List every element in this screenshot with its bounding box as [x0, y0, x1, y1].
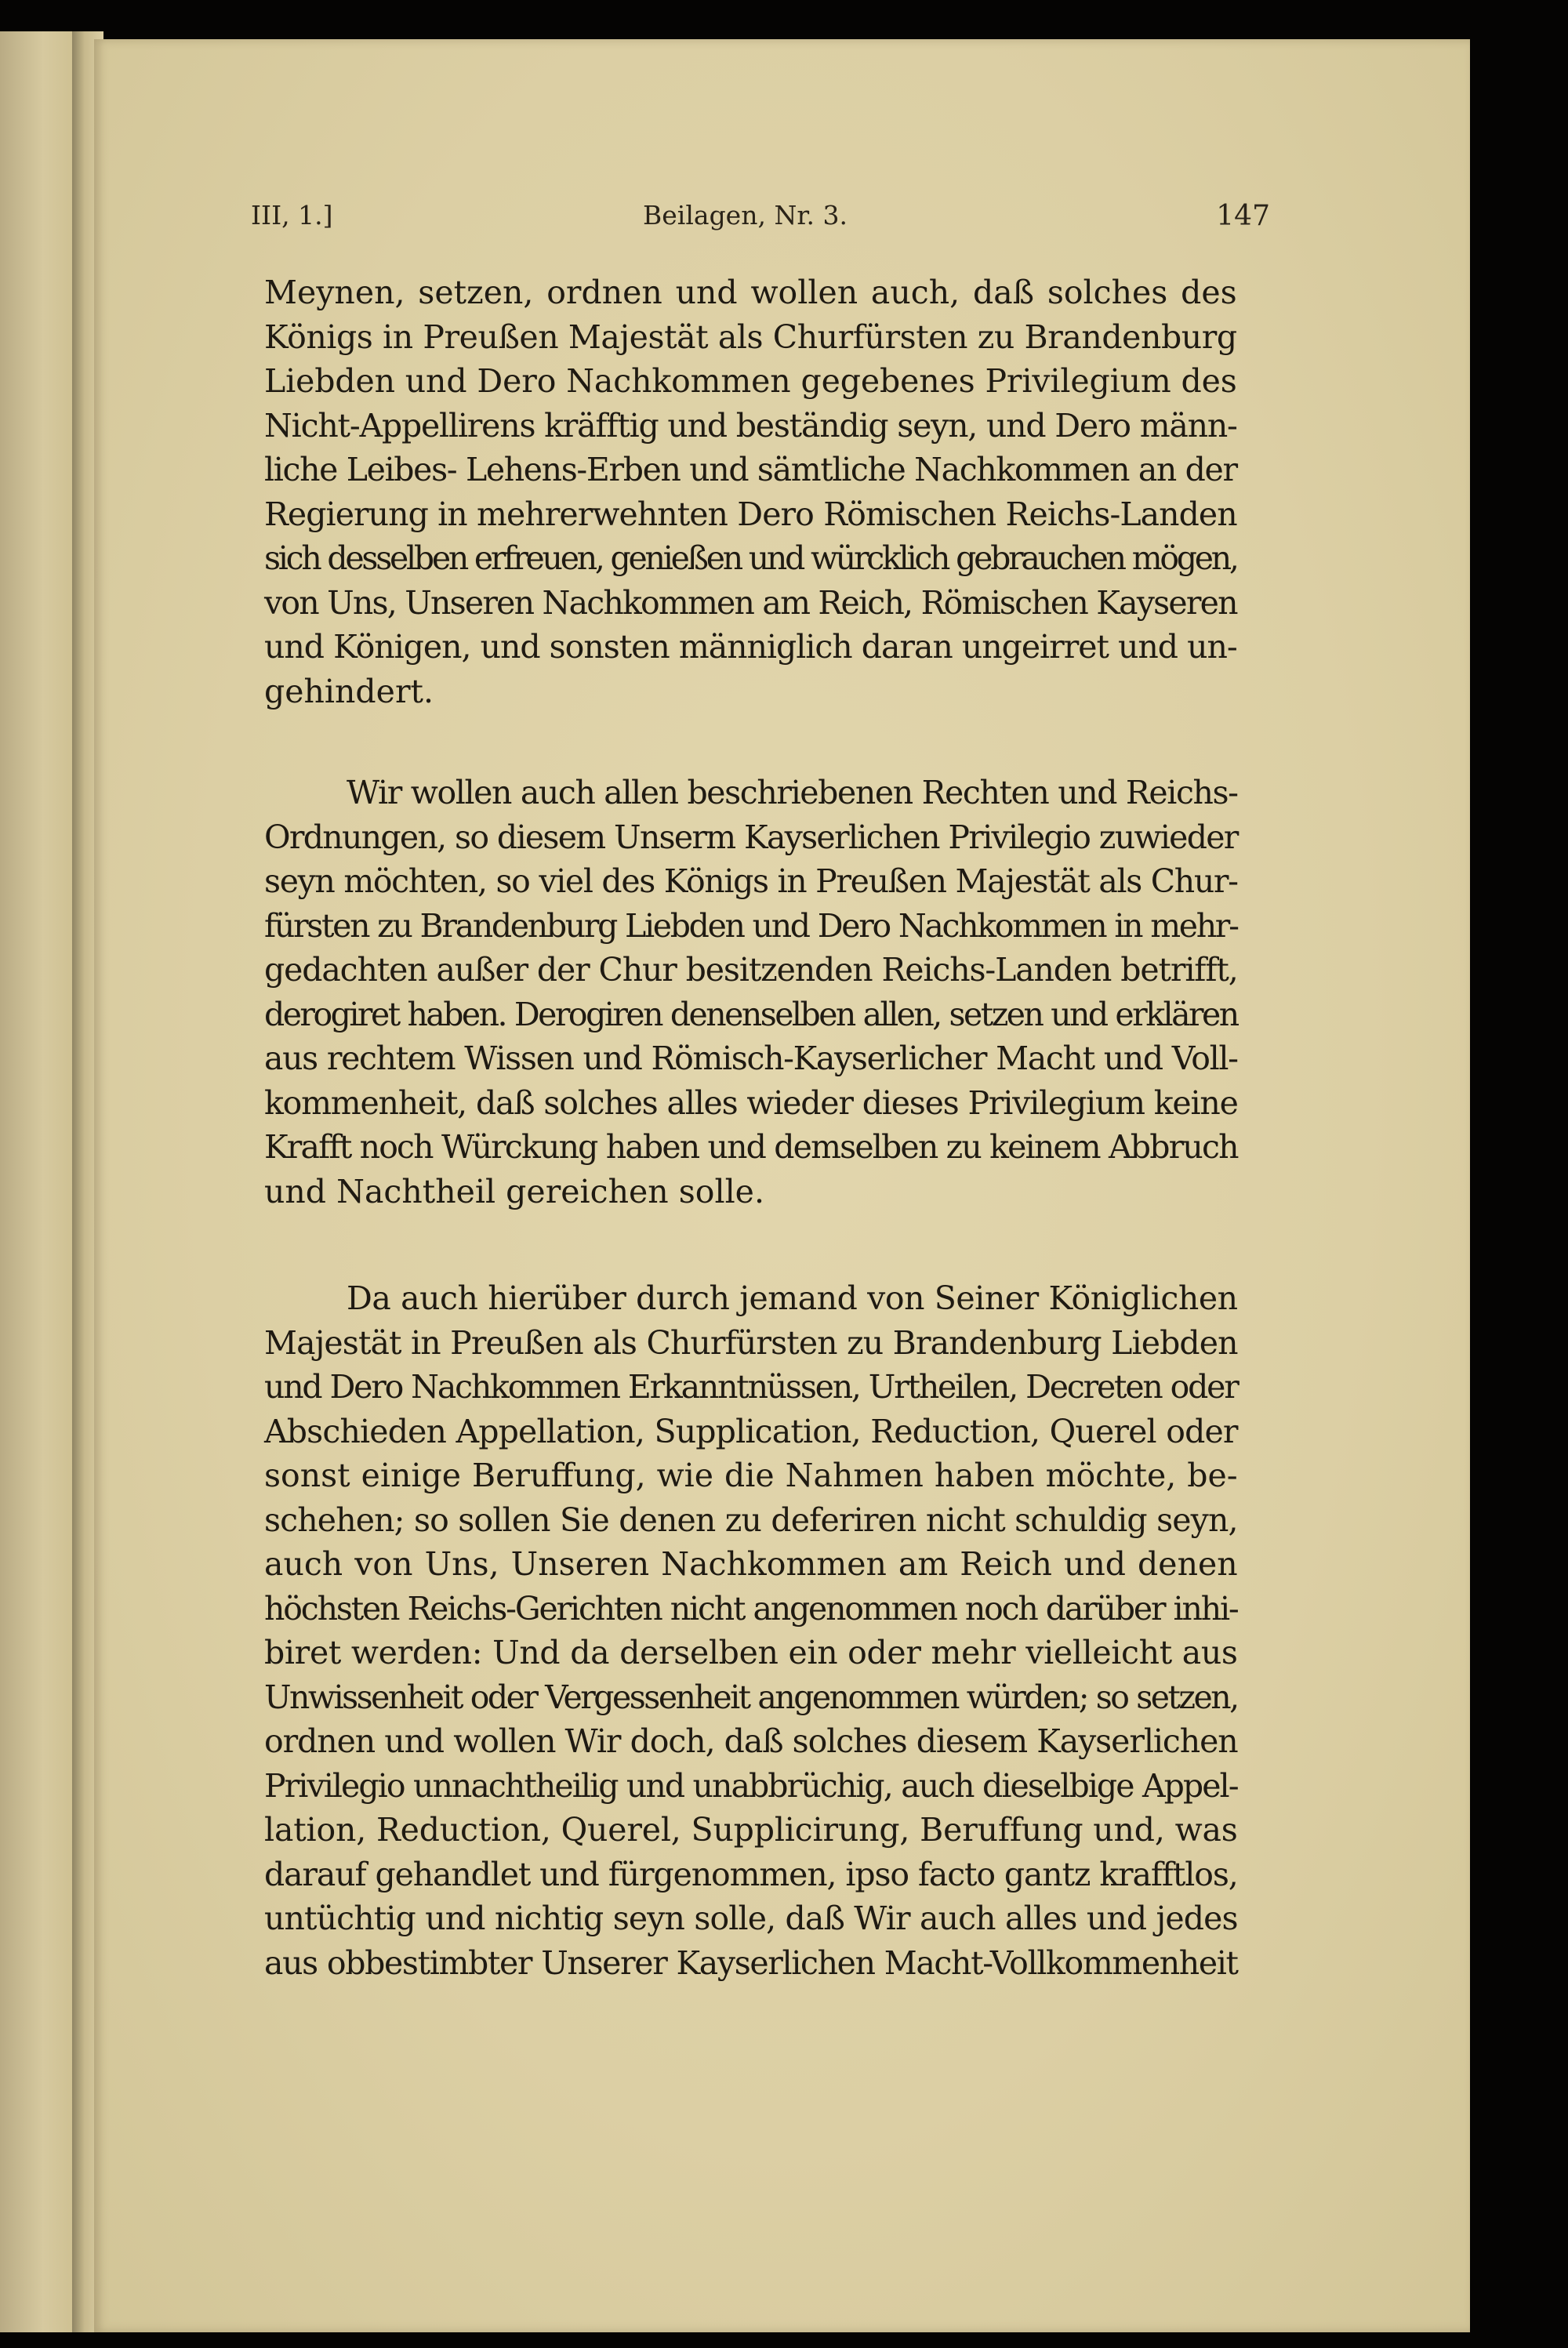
text-line: Königs in Preußen Majestät als Churfürsten zu Brandenburg [264, 318, 1237, 356]
page-number: 147 [1216, 200, 1270, 232]
text-line: höchsten Reichs-Gerichten nicht angenommen noch darüber inhi- [264, 1589, 1238, 1628]
text-line: ordnen und wollen Wir doch, daß solches diesem Kayserlichen [264, 1722, 1238, 1760]
text-line: darauf gehandlet und fürgenommen, ipso facto gantz krafftlos, [264, 1855, 1238, 1893]
text-line: Meynen, setzen, ordnen und wollen auch, daß solches des [264, 274, 1237, 311]
text-line: Ordnungen, so diesem Unserm Kayserlichen Privilegio zuwieder [264, 818, 1238, 856]
text-line: Unwissenheit oder Vergessenheit angenommen würden; so setzen, [264, 1678, 1238, 1716]
text-line: Abschieden Appellation, Supplication, Reduction, Querel oder [264, 1412, 1238, 1450]
text-line: Wir wollen auch allen beschriebenen Rechten und Reichs- [347, 774, 1238, 811]
running-header [251, 200, 1270, 239]
text-line: und Dero Nachkommen Erkanntnüssen, Urtheilen, Decreten oder [264, 1368, 1238, 1406]
text-line: gehindert. [264, 672, 434, 710]
text-line: kommenheit, daß solches alles wieder dieses Privilegium keine [264, 1083, 1238, 1122]
text-line: sich desselben erfreuen, genießen und würcklich gebrauchen mögen, [264, 539, 1237, 577]
text-line: und Königen, und sonsten männiglich daran ungeirret und un- [264, 628, 1237, 666]
text-line: auch von Uns, Unseren Nachkommen am Reich und denen [264, 1545, 1238, 1583]
text-line: untüchtig und nichtig seyn solle, daß Wir auch alles und jedes [264, 1900, 1238, 1937]
header-section-ref: III, 1.] [251, 200, 333, 230]
text-line: Da auch hierüber durch jemand von Seiner Königlichen [347, 1279, 1238, 1317]
text-line: liche Leibes- Lehens-Erben und sämtliche Nachkommen an der [264, 451, 1237, 488]
text-line: schehen; so sollen Sie denen zu deferiren nicht schuldig seyn, [264, 1501, 1238, 1539]
text-line: aus rechtem Wissen und Römisch-Kayserlicher Macht und Voll- [264, 1040, 1238, 1077]
paragraph-2 [264, 771, 1238, 1214]
text-line: biret werden: Und da derselben ein oder mehr vielleicht aus [264, 1634, 1238, 1671]
text-line: lation, Reduction, Querel, Supplicirung, Beruffung und, was [264, 1811, 1238, 1849]
text-line: Majestät in Preußen als Churfürsten zu Brandenburg Liebden [264, 1323, 1238, 1362]
text-line: Nicht-Appellirens kräfftig und beständig seyn, und Dero männ- [264, 406, 1237, 445]
text-line: aus obbestimbter Unserer Kayserlichen Macht-Vollkommenheit [264, 1943, 1238, 1982]
text-line: gedachten außer der Chur besitzenden Reichs-Landen betrifft, [264, 951, 1238, 989]
text-line: Regierung in mehrerwehnten Dero Römischen Reichs-Landen [264, 495, 1237, 533]
text-line: fürsten zu Brandenburg Liebden und Dero Nachkommen in mehr- [264, 906, 1238, 945]
header-title: Beilagen, Nr. 3. [643, 200, 848, 230]
text-line: und Nachtheil gereichen solle. [264, 1172, 764, 1210]
text-line: sonst einige Beruffung, wie die Nahmen haben möchte, be- [264, 1457, 1238, 1494]
text-line: Krafft noch Würckung haben und demselben zu keinem Abbruch [264, 1128, 1238, 1166]
text-line: von Uns, Unseren Nachkommen am Reich, Römischen Kayseren [264, 583, 1237, 622]
paragraph-3 [264, 1276, 1238, 1985]
left-page-edge [0, 31, 72, 2332]
text-line: seyn möchten, so viel des Königs in Preußen Majestät als Chur- [264, 862, 1238, 900]
text-line: derogiret haben. Derogiren denenselben allen, setzen und erklären [264, 995, 1238, 1033]
text-line: Liebden und Dero Nachkommen gegebenes Privilegium des [264, 362, 1237, 400]
text-line: Privilegio unnachtheilig und unabbrüchig, auch dieselbige Appel- [264, 1766, 1238, 1805]
paragraph-1 [264, 270, 1237, 713]
